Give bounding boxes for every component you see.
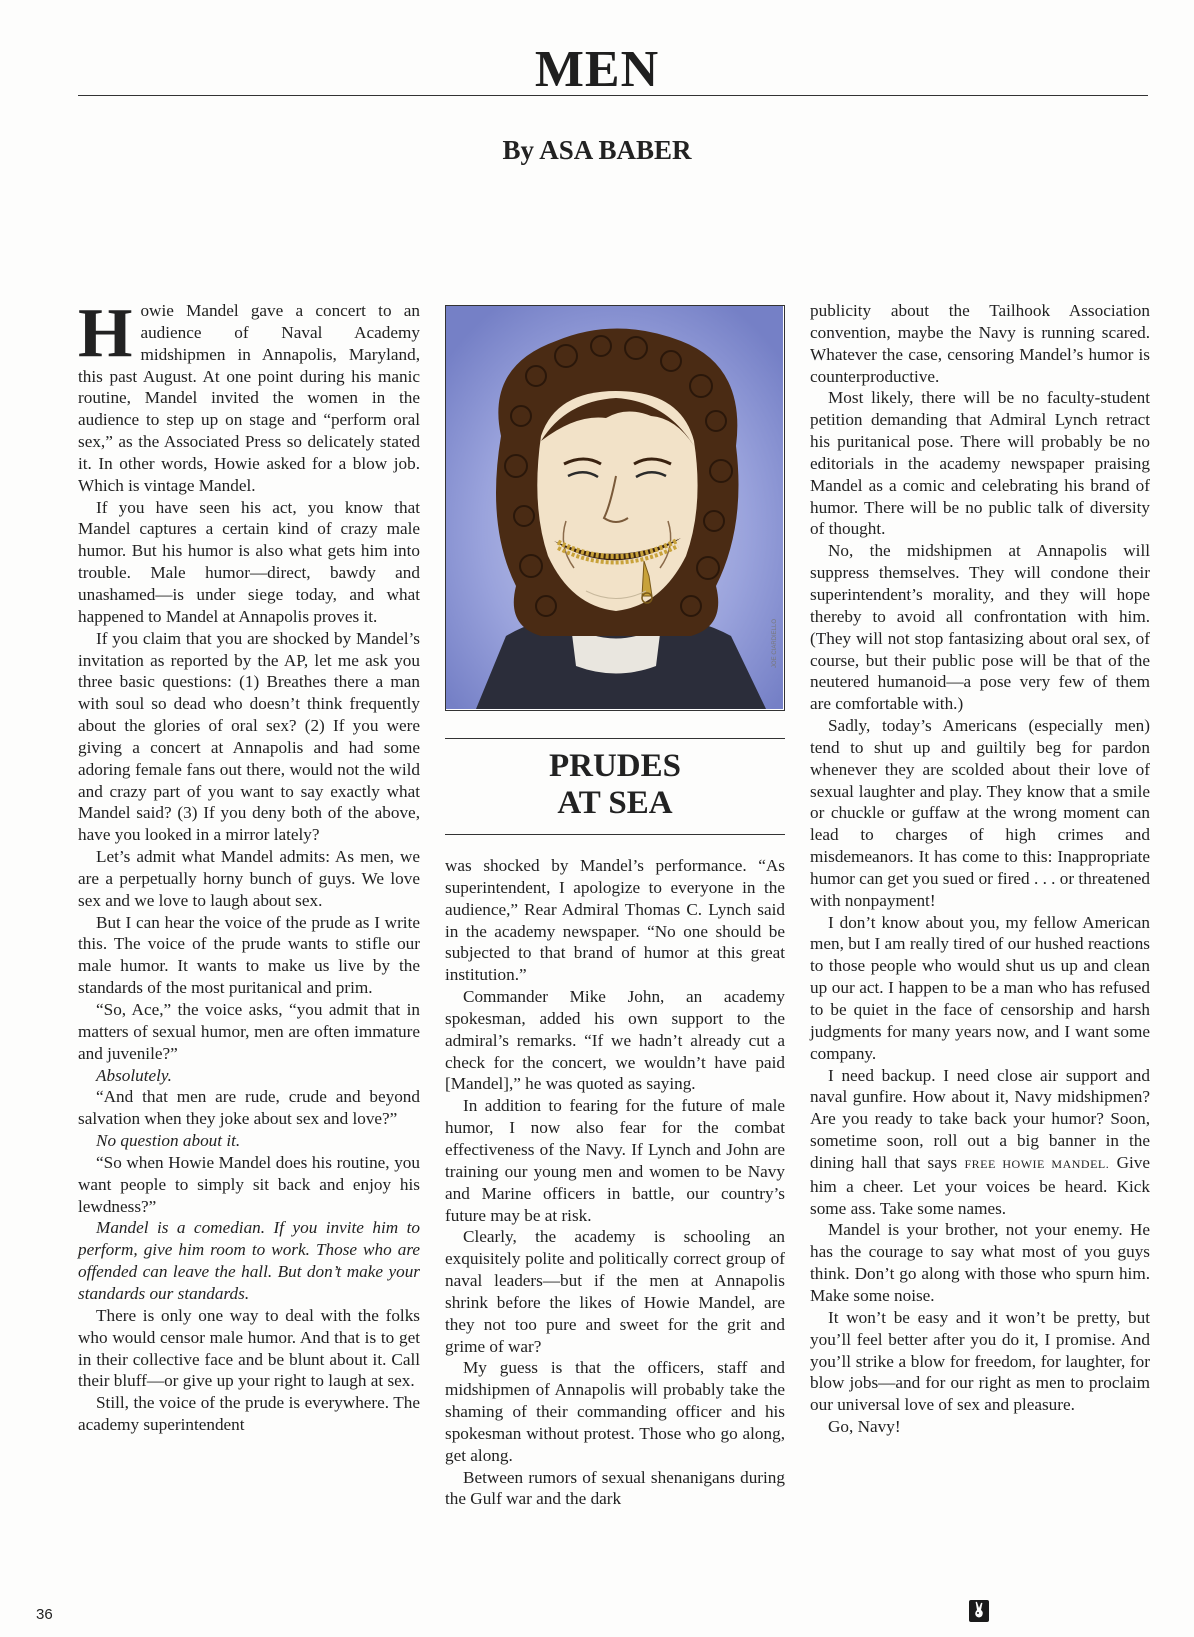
paragraph: publicity about the Tailhook Association convention, maybe the Navy is running scared. Whatever the case, censoring Mandel’s humor is counterproductive. [810,301,1150,386]
page-number: 36 [36,1606,53,1623]
paragraph: It won’t be easy and it won’t be pretty, but you’ll feel better after you do it, I promise. And you’ll strike a blow for freedom, for laughter, for blow jobs—and for our right as men to proclaim our universal love of sex and pleasure. [810,1307,1150,1415]
paragraph: Most likely, there will be no faculty-student petition demanding that Admiral Lynch retract his puritanical pose. There will probably be no editorials in the academy newspaper praising Mandel as a comic and celebrating his brand of humor. There will be no public talk of diversity of thought. [810,388,1150,539]
article-section-title: MEN [534,41,660,98]
italic-reply: Absolutely. [96,1065,172,1085]
paragraph: was shocked by Mandel’s performance. “As superintendent, I apologize to everyone in the audience,” Rear Admiral Thomas C. Lynch said in the academy newspaper. “No one should be subjected to that brand of humor at this great institution.” [445,856,785,985]
headline-rule-bottom [445,834,785,835]
paragraph: I don’t know about you, my fellow American men, but I am really tired of our hushed reactions to those people who would shut us up and clean up our act. I happen to be a man who has refused to be quiet in the face of censorship and harsh judgments for many years now, and I want some company. [810,912,1150,1063]
article-column-3 [810,300,1150,1438]
paragraph: Howie Mandel gave a concert to an audience of Naval Academy midshipmen in Annapolis, Maryland, this past August. At one point during his manic routine, Mandel invited the women in the audience to step up on stage and “perform oral sex,” as the Associated Press so delicately stated it. In other words, Howie asked for a blow job. Which is vintage Mandel. [78,295,420,495]
headline-rule-top [445,738,785,739]
italic-reply: No question about it. [96,1131,241,1151]
header-rule [78,95,1148,96]
paragraph: My guess is that the officers, staff and midshipmen of Annapolis will probably take the shaming of their commanding officer and his spokesman without protest. Those who go along, get along. [445,1358,785,1465]
banner-text: FREE HOWIE MANDEL. [964,1156,1110,1171]
paragraph: Clearly, the academy is schooling an exquisitely polite and politically correct group of naval leaders—but if the men at Annapolis shrink before the likes of Howie Mandel, are they not too pure and sweet for the grit and grime of war? [445,1227,785,1356]
paragraph: Between rumors of sexual shenanigans during the Gulf war and the dark [445,1467,785,1509]
illustration-credit: JOE CIARDIELLO [772,618,778,668]
paragraph: If you claim that you are shocked by Mandel’s invitation as reported by the AP, let me ask you three basic questions: (1) Breathes there a man with soul so dead who doesn’t think frequently about the glories of oral sex? (2) If you were giving a concert at Annapolis and had some adoring female fans out there, would not the wild and crazy part of you want to say exactly what Mandel said? (3) If you deny both of the above, have you looked in a mirror lately? [78,628,420,845]
paragraph: There is only one way to deal with the folks who would censor male humor. And that is to get in their collective face and be blunt about it. Call their bluff—or give up your right to laugh at sex. [78,1305,420,1391]
paragraph: Commander Mike John, an academy spokesman, added his own support to the admiral’s remarks. “If we hadn’t already cut a check for the concert, we wouldn’t have paid [Mandel],” he was quoted as saying. [445,987,785,1094]
paragraph: Sadly, today’s Americans (especially men) tend to shut up and guiltily beg for pardon whenever they are scolded about their love of sexual laughter and play. They know that a smile or chuckle or guffaw at the wrong moment can lead to charges of high crimes and misdemeanors. It has come to this: Inappropriate humor can get you sued or fired . . . or threatened with nonpayment! [810,716,1150,910]
paragraph: But I can hear the voice of the prude as I write this. The voice of the prude wants to stifle our male humor. It wants to make us live by the standards of the most puritanical and prim. [78,912,420,998]
paragraph: If you have seen his act, you know that Mandel captures a certain kind of crazy male humor. But his humor is also what gets him into trouble. Male humor—direct, bawdy and unashamed—is under siege today, and what happened to Mandel at Annapolis proves it. [78,497,420,626]
article-headline [445,748,785,822]
paragraph: Mandel is your brother, not your enemy. He has the courage to say what most of you guys think. Don’t go along with those who spurn him. Make some noise. [810,1220,1150,1305]
paragraph: “And that men are rude, crude and beyond salvation when they joke about sex and love?” [78,1087,420,1129]
paragraph: I need backup. I need close air support and naval gunfire. How about it, Navy midshipmen? Are you ready to take back your humor? Soon, sometime soon, roll out a big banner in the dining hall that says FREE HOWIE MANDEL. Give him a cheer. Let your voices be heard. Kick some ass. Take some names. [810,1065,1151,1218]
caricature-svg [446,306,783,709]
headline-line: AT SEA [557,785,673,821]
paragraph: “So when Howie Mandel does his routine, you want people to simply sit back and enjoy his lewdness?” [78,1152,420,1216]
rabbit-head-end-icon [969,1600,989,1622]
caricature-illustration [445,305,785,711]
paragraph: “So, Ace,” the voice asks, “you admit that in matters of sexual humor, men are often immature and juvenile?” [78,1000,420,1063]
paragraph: In addition to fearing for the future of male humor, I now also fear for the combat effectiveness of the Navy. If Lynch and John are training our young men and women to be Navy and Marine officers in battle, our country’s future may be at risk. [445,1096,785,1225]
byline: By ASA BABER [502,135,692,165]
paragraph: No, the midshipmen at Annapolis will suppress themselves. They will condone their superintendent’s morality, and they will hope thereby to avoid all confrontation with him. (They will not stop fantasizing about oral sex, of course, but their public pose will be that of the neutered humanoid—a pose very few of them are comfortable with.) [810,541,1150,714]
italic-reply: Mandel is a comedian. If you invite him to perform, give him room to work. Those who are offended can leave the hall. But don’t make your standards our standards. [78,1218,420,1303]
headline-line: PRUDES [548,748,682,784]
paragraph: Go, Navy! [828,1417,901,1437]
drop-cap: H [78,295,133,372]
rabbit-head-icon [969,1600,989,1622]
article-column-1 [78,295,420,1436]
article-column-2 [445,855,785,1510]
paragraph: Let’s admit what Mandel admits: As men, we are a perpetually horny bunch of guys. We love sex and we love to laugh about sex. [78,847,420,910]
paragraph: Still, the voice of the prude is everywhere. The academy superintendent [78,1393,420,1435]
